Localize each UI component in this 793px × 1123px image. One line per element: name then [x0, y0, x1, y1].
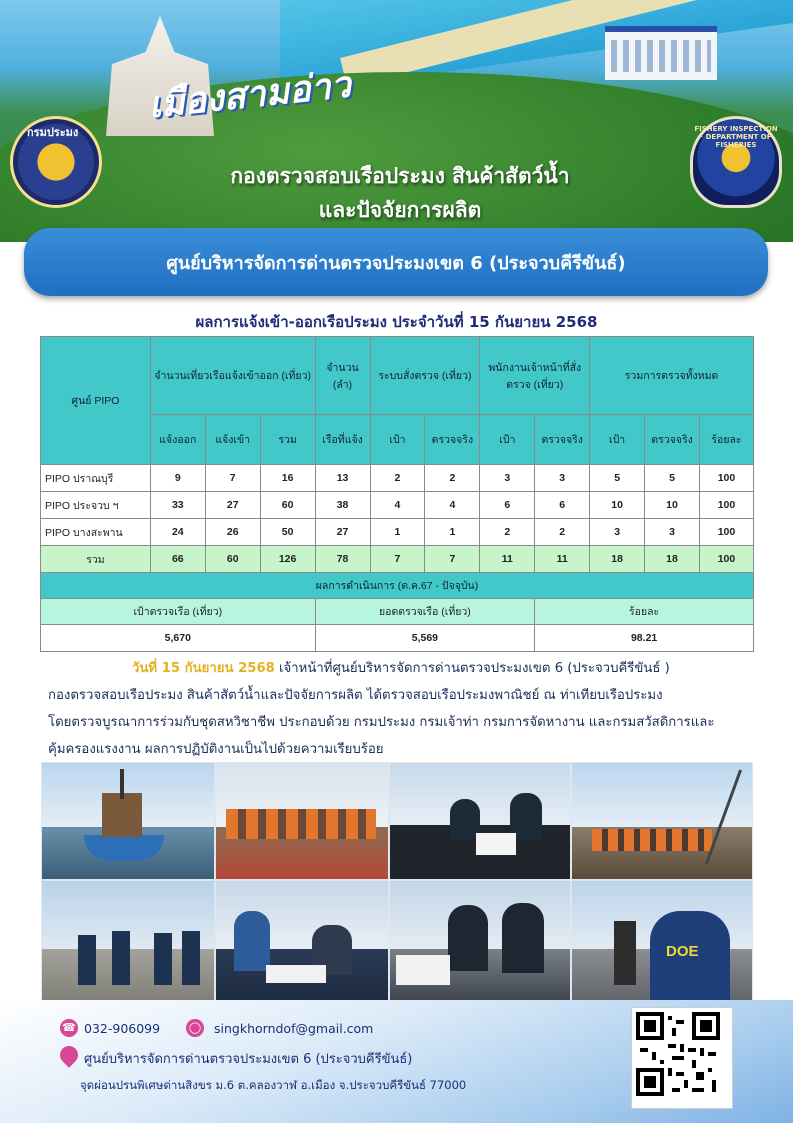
cell: 1 — [425, 519, 480, 546]
table-row — [41, 465, 754, 492]
cell: 10 — [645, 492, 700, 519]
total-cell: 7 — [370, 546, 425, 573]
cell: 38 — [315, 492, 370, 519]
subheader: ตรวจจริง — [425, 415, 480, 465]
photo-officers-dock — [41, 880, 215, 1006]
cell: 26 — [205, 519, 260, 546]
ytd-header-actual: ยอดตรวจเรือ (เที่ยว) — [315, 599, 535, 625]
cell: 5 — [590, 465, 645, 492]
subheader: เป้า — [590, 415, 645, 465]
photo-fishing-boat — [41, 762, 215, 880]
table-total-row — [41, 546, 754, 573]
subheader: เป้า — [370, 415, 425, 465]
photo-crew-group — [215, 762, 389, 880]
cell: 6 — [535, 492, 590, 519]
subheader: ตรวจจริง — [645, 415, 700, 465]
footer-address: จุดผ่อนปรนพิเศษด่านสิงขร ม.6 ต.คลองวาฬ อ.เมือง จ.ประจวบคีรีขันธ์ 77000 — [80, 1078, 467, 1092]
cell: 16 — [260, 465, 315, 492]
department-of-fisheries-logo — [10, 116, 102, 208]
header-count: จำนวน (ลำ) — [315, 337, 370, 415]
header-officer: พนักงานเจ้าหน้าที่สั่งตรวจ (เที่ยว) — [480, 337, 590, 415]
center-banner — [24, 228, 768, 296]
ytd-target-value: 5,670 — [41, 625, 316, 652]
ytd-title: ผลการดำเนินการ (ต.ค.67 - ปัจจุบัน) — [41, 573, 754, 599]
ytd-percent-value: 98.21 — [535, 625, 754, 652]
photo-document-check — [389, 880, 571, 1006]
subheader: ร้อยละ — [699, 415, 753, 465]
cell: 4 — [425, 492, 480, 519]
total-cell: 7 — [425, 546, 480, 573]
narrative-paragraph — [48, 655, 760, 763]
photo-paperwork — [215, 880, 389, 1006]
org-title-line2: และปัจจัยการผลิต — [318, 198, 482, 222]
header-total: รวมการตรวจทั้งหมด — [590, 337, 754, 415]
total-cell: 11 — [535, 546, 590, 573]
cell: 3 — [480, 465, 535, 492]
report-title: ผลการแจ้งเข้า-ออกเรือประมง ประจำวันที่ 15 กันยายน 2568 — [195, 313, 598, 331]
total-cell: 18 — [590, 546, 645, 573]
cell: 9 — [150, 465, 205, 492]
cell: 3 — [645, 519, 700, 546]
footer-office: ศูนย์บริหารจัดการด่านตรวจประมงเขต 6 (ประจวบคีรีขันธ์) — [84, 1052, 413, 1067]
header-system: ระบบสั่งตรวจ (เที่ยว) — [370, 337, 480, 415]
row-name: PIPO ประจวบ ฯ — [41, 492, 151, 519]
hotel-building — [605, 26, 717, 80]
cell: 3 — [535, 465, 590, 492]
subheader: แจ้งเข้า — [205, 415, 260, 465]
total-cell: 18 — [645, 546, 700, 573]
qr-code[interactable] — [632, 1008, 732, 1108]
cell: 50 — [260, 519, 315, 546]
subheader: เรือที่แจ้ง — [315, 415, 370, 465]
cell: 1 — [370, 519, 425, 546]
doe-tag: DOE — [666, 943, 699, 960]
globe-icon: ◯ — [186, 1019, 204, 1037]
pipo-table — [40, 336, 754, 652]
cell: 2 — [370, 465, 425, 492]
cell: 27 — [315, 519, 370, 546]
qr-code-pattern — [636, 1012, 720, 1096]
cell: 2 — [425, 465, 480, 492]
cell: 10 — [590, 492, 645, 519]
table-row — [41, 519, 754, 546]
footer-email[interactable]: singkhorndof@gmail.com — [214, 1021, 374, 1036]
cell: 5 — [645, 465, 700, 492]
subheader: แจ้งออก — [150, 415, 205, 465]
logo-right-label: FISHERY INSPECTION · DEPARTMENT OF FISHERIES — [694, 125, 778, 149]
total-cell: 100 — [699, 546, 753, 573]
logo-left-label: กรมประมง — [27, 126, 79, 139]
cell: 4 — [370, 492, 425, 519]
center-banner-text: ศูนย์บริหารจัดการด่านตรวจประมงเขต 6 (ประจวบคีรีขันธ์) — [166, 252, 626, 274]
photo-inspection-desk — [389, 762, 571, 880]
script-title: เมืองสามอ่าว — [146, 63, 353, 127]
narrative-line2: กองตรวจสอบเรือประมง สินค้าสัตว์น้ำและปัจจัยการผลิต ได้ตรวจสอบเรือประมงพาณิชย์ ณ ท่าเทียบเรือประมง — [48, 688, 663, 703]
ytd-header-percent: ร้อยละ — [535, 599, 754, 625]
phone-icon: ☎ — [60, 1019, 78, 1037]
cell: 33 — [150, 492, 205, 519]
ytd-actual-value: 5,569 — [315, 625, 535, 652]
cell: 2 — [480, 519, 535, 546]
header-trips: จำนวนเที่ยวเรือแจ้งเข้าออก (เที่ยว) — [150, 337, 315, 415]
subheader: รวม — [260, 415, 315, 465]
cell: 2 — [535, 519, 590, 546]
header-center: ศูนย์ PIPO — [41, 337, 151, 465]
row-name: PIPO บางสะพาน — [41, 519, 151, 546]
cell: 7 — [205, 465, 260, 492]
narrative-date: วันที่ 15 กันยายน 2568 — [132, 661, 275, 676]
narrative-line1: เจ้าหน้าที่ศูนย์บริหารจัดการด่านตรวจประมงเขต 6 (ประจวบคีรีขันธ์ ) — [274, 661, 670, 676]
cell: 60 — [260, 492, 315, 519]
total-cell: 126 — [260, 546, 315, 573]
total-cell: 60 — [205, 546, 260, 573]
total-cell: 78 — [315, 546, 370, 573]
narrative-line4: คุ้มครองแรงงาน ผลการปฏิบัติงานเป็นไปด้วยความเรียบร้อย — [48, 742, 384, 757]
row-name: PIPO ปราณบุรี — [41, 465, 151, 492]
subheader: เป้า — [480, 415, 535, 465]
narrative-line3: โดยตรวจบูรณาการร่วมกับชุดสหวิชาชีพ ประกอบด้วย กรมประมง กรมเจ้าท่า กรมการจัดหางาน และกรมสวัสดิการและ — [48, 715, 715, 730]
fishery-inspection-logo — [690, 116, 782, 208]
org-title-line1: กองตรวจสอบเรือประมง สินค้าสัตว์น้ำ — [230, 164, 570, 188]
cell: 27 — [205, 492, 260, 519]
cell: 3 — [590, 519, 645, 546]
total-label: รวม — [41, 546, 151, 573]
ytd-header-target: เป้าตรวจเรือ (เที่ยว) — [41, 599, 316, 625]
cell: 100 — [699, 465, 753, 492]
cell: 13 — [315, 465, 370, 492]
total-cell: 11 — [480, 546, 535, 573]
photo-doe-officer — [571, 880, 753, 1006]
cell: 100 — [699, 492, 753, 519]
photo-pier-crew — [571, 762, 753, 880]
subheader: ตรวจจริง — [535, 415, 590, 465]
cell: 6 — [480, 492, 535, 519]
footer-phone[interactable]: 032-906099 — [84, 1021, 161, 1036]
cell: 100 — [699, 519, 753, 546]
total-cell: 66 — [150, 546, 205, 573]
cell: 24 — [150, 519, 205, 546]
table-row — [41, 492, 754, 519]
